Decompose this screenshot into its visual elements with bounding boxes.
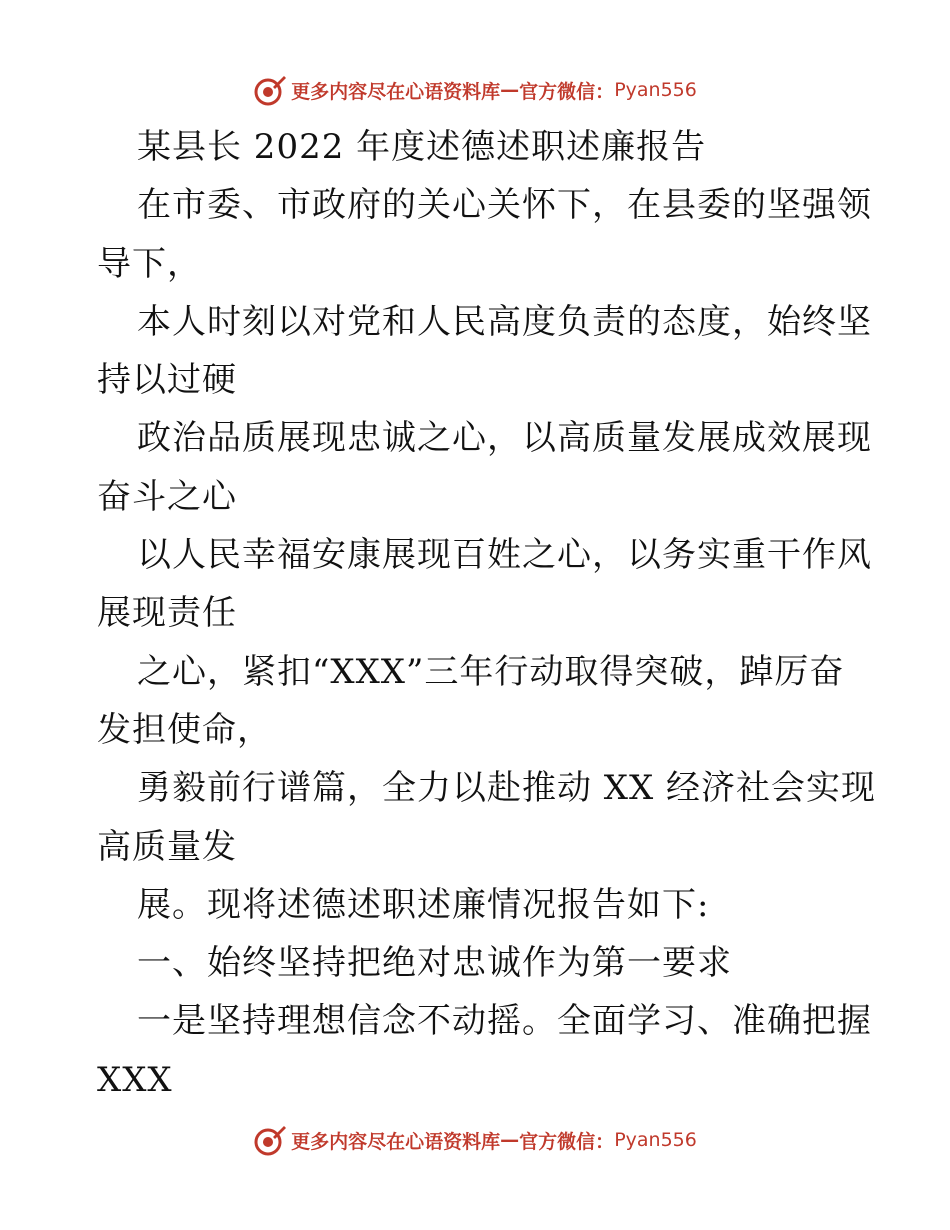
watermark-separator: — [500, 1129, 520, 1151]
text-line: 持以过硬 [97, 360, 237, 401]
document-body [97, 118, 877, 1109]
text-line: 之心，紧扣“XXX”三年行动取得突破，踔厉奋 [137, 651, 845, 692]
watermark-separator: — [500, 79, 520, 101]
watermark-brand: 更多内容尽在心语资料库 [291, 80, 501, 103]
watermark-label: 官方微信： [519, 80, 615, 103]
document-title: 某县长 2022 年度述德述职述廉报告 [137, 127, 707, 167]
text-line: 奋斗之心 [97, 476, 237, 517]
text-line: 以人民幸福安康展现百姓之心，以务实重干作风 [137, 535, 872, 576]
section-heading: 一、始终坚持把绝对忠诚作为第一要求 [137, 943, 732, 984]
watermark-brand: 更多内容尽在心语资料库 [291, 1130, 501, 1153]
text-line: 发担使命， [97, 709, 272, 750]
pen-logo-icon [253, 73, 287, 107]
watermark-handle: Pyan556 [614, 79, 697, 101]
text-line: 本人时刻以对党和人民高度负责的态度，始终坚 [137, 301, 872, 342]
text-line: 一是坚持理想信念不动摇。全面学习、准确把握 [137, 1001, 872, 1042]
footer-watermark [0, 1122, 950, 1158]
header-watermark [0, 72, 950, 108]
text-line: 展现责任 [97, 593, 237, 634]
watermark-label: 官方微信： [519, 1130, 615, 1153]
text-line: 展。现将述德述职述廉情况报告如下: [137, 884, 710, 925]
text-line: 在市委、市政府的关心关怀下，在县委的坚强领 [137, 185, 872, 226]
text-line: XXX [97, 1059, 173, 1100]
text-line: 高质量发 [97, 826, 237, 867]
watermark-handle: Pyan556 [614, 1129, 697, 1151]
text-line: 导下， [97, 243, 202, 284]
pen-logo-icon [253, 1123, 287, 1157]
text-line: 政治品质展现忠诚之心，以高质量发展成效展现 [137, 418, 872, 459]
text-line: 勇毅前行谱篇，全力以赴推动 XX 经济社会实现 [137, 768, 877, 809]
